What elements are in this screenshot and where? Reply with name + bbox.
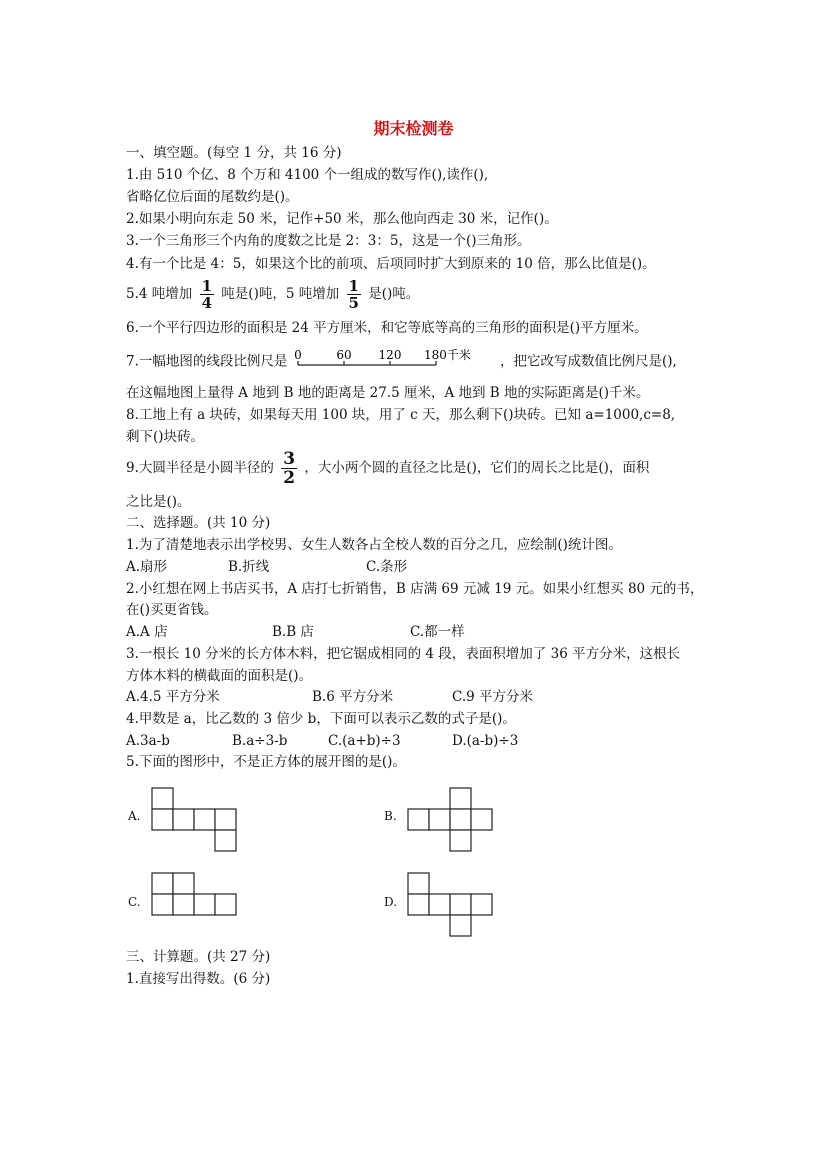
section2-heading: 二、选择题。(共 10 分)	[126, 515, 271, 531]
s2-q5-text: 5.下面的图形中，不是正方体的展开图的是()。	[126, 754, 406, 770]
s2-q1-option-a: A.扇形	[126, 559, 168, 575]
section1-heading: 一、填空题。(每空 1 分，共 16 分)	[126, 145, 342, 161]
q9-part1: 9.大圆半径是小圆半径的	[126, 460, 274, 476]
fraction-numerator: 3	[283, 449, 296, 469]
net-label-c: C.	[128, 895, 141, 909]
cube-net-c	[150, 871, 240, 921]
s2-q3-option-c: C.9 平方分米	[452, 689, 534, 705]
q9-part2: ，大小两个圆的直径之比是()，它们的周长之比是()，面积	[304, 460, 650, 476]
scale-tick-label: 180千米	[423, 348, 471, 362]
s2-q1-text: 1.为了清楚地表示出学校男、女生人数各占全校人数的百分之几，应绘制()统计图。	[126, 537, 622, 553]
q8-line1: 8.工地上有 a 块砖，如果每天用 100 块，用了 c 天，那么剩下()块砖。已知 a=1000,c=8,	[126, 407, 676, 423]
line-scale-bar	[294, 347, 494, 377]
cube-net-d	[406, 871, 496, 941]
q7-part2: ，把它改写成数值比例尺是(),	[499, 353, 677, 370]
net-label-a: A.	[128, 809, 141, 823]
fraction-one-quarter	[200, 278, 214, 311]
net-label-d: D.	[384, 895, 398, 909]
s2-q2-line1: 2.小红想在网上书店买书，A 店打七折销售，B 店满 69 元减 19 元。如果小红想买 80 元的书，	[126, 581, 704, 597]
s2-q4-option-b: B.a÷3-b	[232, 733, 288, 749]
s2-q2-option-a: A.A 店	[126, 624, 168, 640]
s2-q2-line2: 在()买更省钱。	[126, 602, 218, 618]
s2-q4-option-c: C.(a+b)÷3	[328, 733, 401, 749]
scale-tick-label: 0	[293, 348, 302, 362]
s2-q3-option-a: A.4.5 平方分米	[126, 689, 220, 705]
fraction-denominator: 2	[283, 468, 296, 488]
fraction-denominator: 4	[201, 294, 212, 312]
q9-line1	[126, 448, 649, 488]
cube-net-a	[150, 786, 240, 856]
s2-q2-option-c: C.都一样	[410, 624, 465, 640]
q7-part1: 7.一幅地图的线段比例尺是	[126, 353, 288, 370]
s2-q4-option-a: A.3a-b	[126, 733, 170, 749]
fraction-numerator: 1	[201, 277, 212, 295]
fraction-denominator: 5	[348, 294, 359, 312]
s2-q2-option-b: B.B 店	[272, 624, 314, 640]
q5-part3: 是()吨。	[368, 286, 420, 302]
fraction-three-halves	[281, 450, 297, 487]
q5-part2: 吨是()吨，5 吨增加	[221, 286, 340, 302]
s2-q4-option-d: D.(a-b)÷3	[452, 733, 519, 749]
exam-title: 期末检测卷	[373, 119, 454, 138]
q4-text: 4.有一个比是 4：5，如果这个比的前项、后项同时扩大到原来的 10 倍，那么比值是()。	[126, 256, 656, 272]
q7-line2: 在这幅地图上量得 A 地到 B 地的距离是 27.5 厘米，A 地到 B 地的实际距离是()千米。	[126, 385, 650, 401]
net-label-b: B.	[384, 809, 397, 823]
section3-heading: 三、计算题。(共 27 分)	[126, 949, 271, 965]
q7-line1	[126, 347, 677, 377]
cube-net-b	[406, 786, 496, 856]
fraction-numerator: 1	[348, 277, 359, 295]
s2-q3-line1: 3.一根长 10 分米的长方体木料，把它锯成相同的 4 段，表面积增加了 36 平方分米，这根长	[126, 646, 681, 662]
q6-text: 6.一个平行四边形的面积是 24 平方厘米，和它等底等高的三角形的面积是()平方厘米。	[126, 320, 648, 336]
s3-q1-text: 1.直接写出得数。(6 分)	[126, 971, 271, 987]
s2-q3-option-b: B.6 平方分米	[312, 689, 394, 705]
q5-part1: 5.4 吨增加	[126, 286, 193, 302]
q9-line2: 之比是()。	[126, 494, 191, 510]
s2-q3-line2: 方体木料的横截面的面积是()。	[126, 668, 313, 684]
s2-q1-option-b: B.折线	[228, 559, 270, 575]
q1-line2: 省略亿位后面的尾数约是()。	[126, 189, 299, 205]
q2-text: 2.如果小明向东走 50 米，记作+50 米，那么他向西走 30 米，记作()。	[126, 211, 558, 227]
s2-q4-text: 4.甲数是 a，比乙数的 3 倍少 b，下面可以表示乙数的式子是()。	[126, 711, 516, 727]
fraction-one-fifth	[347, 278, 361, 311]
s2-q1-option-c: C.条形	[366, 559, 408, 575]
q1-line1: 1.由 510 个亿、8 个万和 4100 个一组成的数写作(),读作(),	[126, 167, 489, 183]
scale-tick-label: 60	[336, 348, 352, 362]
q3-text: 3.一个三角形三个内角的度数之比是 2：3：5，这是一个()三角形。	[126, 233, 531, 249]
q5-line	[126, 276, 419, 312]
scale-tick-label: 120	[378, 348, 402, 362]
q8-line2: 剩下()块砖。	[126, 429, 205, 445]
